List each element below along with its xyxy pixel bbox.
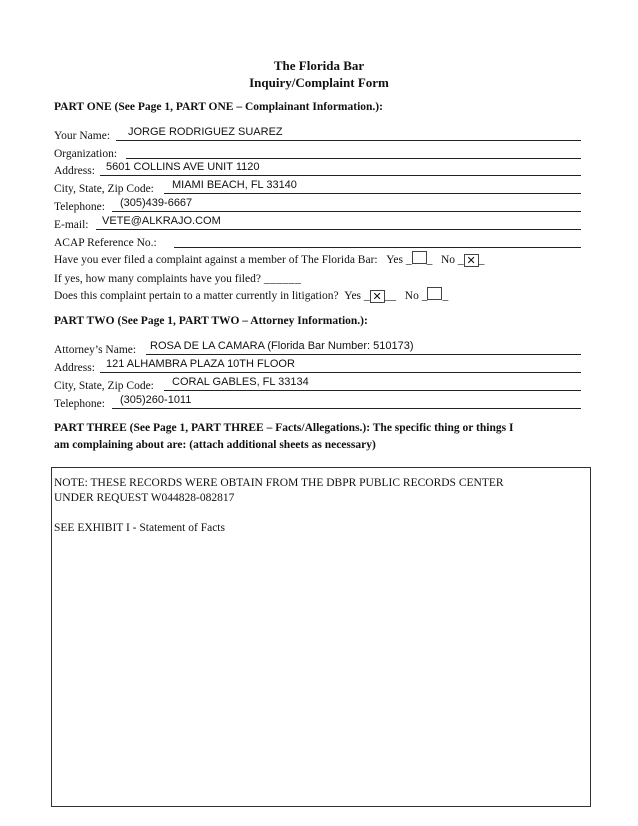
organization-underline xyxy=(126,144,581,159)
filed-before-question: Have you ever filed a complaint against a member of The Florida Bar: xyxy=(54,254,378,266)
filed-before-no-checkbox[interactable]: ✕ xyxy=(464,254,479,267)
organization-label: Organization: xyxy=(54,148,118,160)
part-three-heading xyxy=(54,420,582,454)
attorney-city-state-zip-field[interactable]: CORAL GABLES, FL 33134 xyxy=(172,376,309,388)
filed-before-no-label: No xyxy=(440,254,456,266)
address-row xyxy=(54,161,581,177)
records-note-line2: UNDER REQUEST W044828-082817 xyxy=(54,492,235,504)
your-name-label: Your Name: xyxy=(54,130,111,142)
attorney-address-field[interactable]: 121 ALHAMBRA PLAZA 10TH FLOOR xyxy=(106,358,295,370)
facts-text-area[interactable] xyxy=(51,467,591,807)
attorney-city-state-zip-row xyxy=(54,376,581,392)
attorney-name-label: Attorney’s Name: xyxy=(54,344,137,356)
how-many-row xyxy=(54,269,581,285)
acap-underline xyxy=(174,233,581,248)
filed-before-row: Have you ever filed a complaint against a member of The Florida Bar: Yes _ _ No _ ✕ _ xyxy=(54,251,581,267)
attorney-city-state-zip-label: City, State, Zip Code: xyxy=(54,380,154,392)
acap-label: ACAP Reference No.: xyxy=(54,237,157,249)
email-label: E-mail: xyxy=(54,219,89,231)
attorney-address-row xyxy=(54,358,581,374)
attorney-telephone-label: Telephone: xyxy=(54,398,105,410)
attorney-telephone-field[interactable]: (305)260-1011 xyxy=(120,394,192,406)
part-two-heading: PART TWO (See Page 1, PART TWO – Attorney Information.): xyxy=(54,315,368,327)
form-subtitle: Inquiry/Complaint Form xyxy=(249,75,389,90)
how-many-field[interactable]: ______ xyxy=(263,273,302,285)
telephone-label: Telephone: xyxy=(54,201,105,213)
organization-row xyxy=(54,144,581,160)
litigation-yes-checkbox[interactable]: ✕ xyxy=(370,290,385,303)
city-state-zip-label: City, State, Zip Code: xyxy=(54,183,154,195)
litigation-yes-label: Yes xyxy=(344,290,362,302)
filed-before-yes-checkbox[interactable] xyxy=(412,251,427,264)
your-name-field[interactable]: JORGE RODRIGUEZ SUAREZ xyxy=(128,126,283,138)
your-name-row xyxy=(54,126,581,142)
how-many-question: If yes, how many complaints have you filed? xyxy=(54,273,261,285)
litigation-no-checkbox[interactable] xyxy=(427,287,442,300)
form-title: The Florida Bar xyxy=(273,58,365,73)
acap-row xyxy=(54,233,581,249)
address-label: Address: xyxy=(54,165,95,177)
telephone-row xyxy=(54,197,581,213)
litigation-question: Does this complaint pertain to a matter currently in litigation? xyxy=(54,290,339,302)
address-field[interactable]: 5601 COLLINS AVE UNIT 1120 xyxy=(106,161,260,173)
city-state-zip-row xyxy=(54,179,581,195)
filed-before-yes-label: Yes xyxy=(386,254,403,266)
part-three-heading-line2: am complaining about are: (attach additional sheets as necessary) xyxy=(54,439,376,451)
city-state-zip-field[interactable]: MIAMI BEACH, FL 33140 xyxy=(172,179,297,191)
attorney-telephone-row xyxy=(54,394,581,410)
litigation-no-label: No xyxy=(404,290,419,302)
exhibit-reference: SEE EXHIBIT I - Statement of Facts xyxy=(54,522,225,534)
email-field[interactable]: VETE@ALKRAJO.COM xyxy=(102,215,221,227)
attorney-name-field[interactable]: ROSA DE LA CAMARA (Florida Bar Number: 510173) xyxy=(150,340,414,352)
records-note-line1: NOTE: THESE RECORDS WERE OBTAIN FROM THE DBPR PUBLIC RECORDS CENTER xyxy=(54,477,504,489)
part-three-heading-line1: PART THREE (See Page 1, PART THREE – Facts/Allegations.): The specific thing or things I xyxy=(54,422,514,434)
part-one-heading: PART ONE (See Page 1, PART ONE – Complainant Information.): xyxy=(54,101,383,113)
litigation-row: Does this complaint pertain to a matter currently in litigation? Yes _ ✕ __ No _ _ xyxy=(54,287,581,303)
telephone-field[interactable]: (305)439-6667 xyxy=(120,197,193,209)
attorney-address-label: Address: xyxy=(54,362,95,374)
attorney-name-row xyxy=(54,340,581,356)
email-row xyxy=(54,215,581,231)
